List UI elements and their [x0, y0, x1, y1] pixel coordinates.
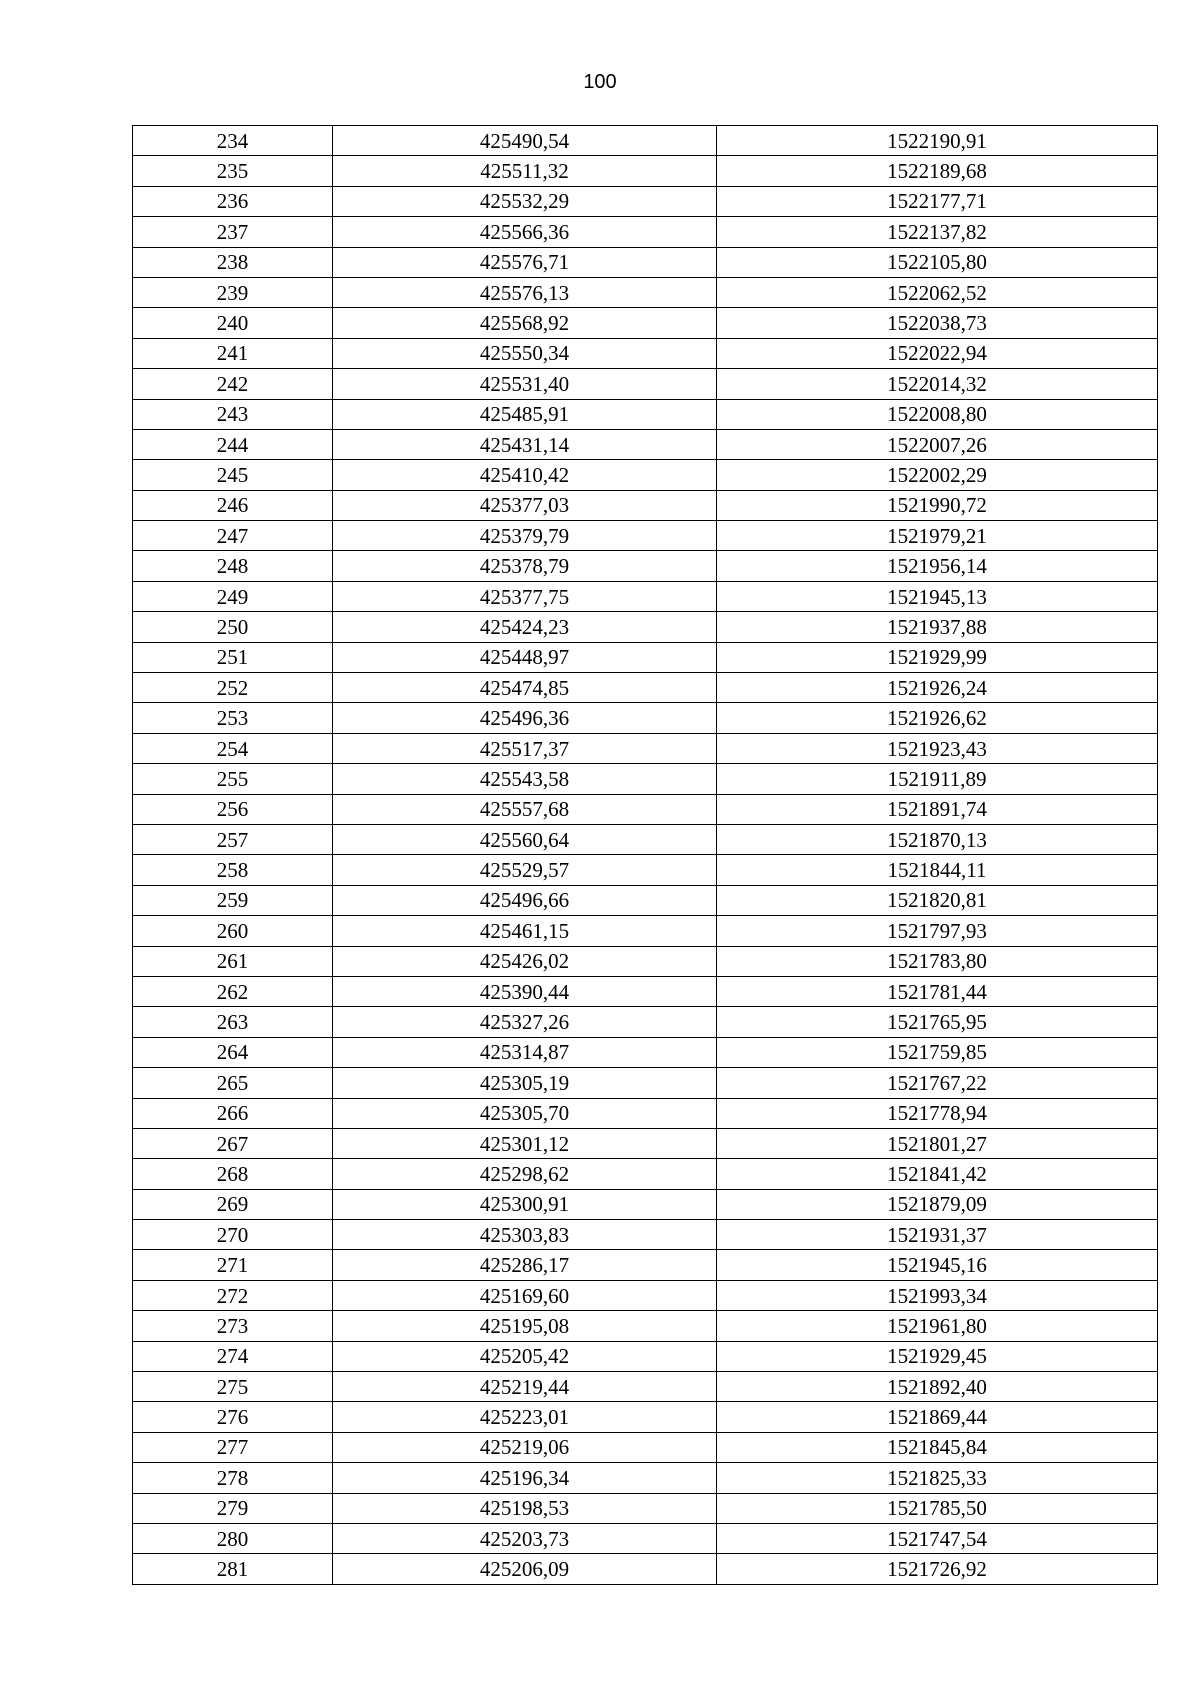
table-row — [133, 490, 1158, 520]
point-number-cell: 240 — [133, 308, 333, 338]
x-coordinate-cell: 425448,97 — [333, 642, 717, 672]
point-number-cell: 271 — [133, 1250, 333, 1280]
point-number-cell: 238 — [133, 247, 333, 277]
y-coordinate-cell: 1521879,09 — [717, 1189, 1158, 1219]
x-coordinate-cell: 425490,54 — [333, 126, 717, 156]
table-row — [133, 1068, 1158, 1098]
y-coordinate-cell: 1521929,99 — [717, 642, 1158, 672]
coordinates-table — [132, 125, 1158, 1585]
point-number-cell: 242 — [133, 369, 333, 399]
y-coordinate-cell: 1521726,92 — [717, 1554, 1158, 1584]
x-coordinate-cell: 425378,79 — [333, 551, 717, 581]
x-coordinate-cell: 425205,42 — [333, 1341, 717, 1371]
point-number-cell: 260 — [133, 916, 333, 946]
table-row — [133, 1493, 1158, 1523]
table-row — [133, 429, 1158, 459]
point-number-cell: 258 — [133, 855, 333, 885]
y-coordinate-cell: 1521892,40 — [717, 1372, 1158, 1402]
point-number-cell: 273 — [133, 1311, 333, 1341]
point-number-cell: 236 — [133, 186, 333, 216]
x-coordinate-cell: 425560,64 — [333, 824, 717, 854]
y-coordinate-cell: 1521923,43 — [717, 733, 1158, 763]
point-number-cell: 277 — [133, 1432, 333, 1462]
table-row — [133, 460, 1158, 490]
y-coordinate-cell: 1522177,71 — [717, 186, 1158, 216]
point-number-cell: 246 — [133, 490, 333, 520]
y-coordinate-cell: 1521825,33 — [717, 1463, 1158, 1493]
y-coordinate-cell: 1521926,24 — [717, 673, 1158, 703]
point-number-cell: 275 — [133, 1372, 333, 1402]
y-coordinate-cell: 1521945,13 — [717, 581, 1158, 611]
x-coordinate-cell: 425426,02 — [333, 946, 717, 976]
x-coordinate-cell: 425531,40 — [333, 369, 717, 399]
x-coordinate-cell: 425576,71 — [333, 247, 717, 277]
y-coordinate-cell: 1521979,21 — [717, 521, 1158, 551]
x-coordinate-cell: 425496,66 — [333, 885, 717, 915]
table-row — [133, 1098, 1158, 1128]
x-coordinate-cell: 425198,53 — [333, 1493, 717, 1523]
point-number-cell: 243 — [133, 399, 333, 429]
table-row — [133, 824, 1158, 854]
x-coordinate-cell: 425195,08 — [333, 1311, 717, 1341]
x-coordinate-cell: 425566,36 — [333, 217, 717, 247]
table-row — [133, 217, 1158, 247]
x-coordinate-cell: 425511,32 — [333, 156, 717, 186]
table-row — [133, 1250, 1158, 1280]
x-coordinate-cell: 425568,92 — [333, 308, 717, 338]
x-coordinate-cell: 425327,26 — [333, 1007, 717, 1037]
y-coordinate-cell: 1521845,84 — [717, 1432, 1158, 1462]
y-coordinate-cell: 1522014,32 — [717, 369, 1158, 399]
x-coordinate-cell: 425557,68 — [333, 794, 717, 824]
table-row — [133, 1037, 1158, 1067]
point-number-cell: 257 — [133, 824, 333, 854]
table-row — [133, 1432, 1158, 1462]
point-number-cell: 252 — [133, 673, 333, 703]
x-coordinate-cell: 425543,58 — [333, 764, 717, 794]
x-coordinate-cell: 425485,91 — [333, 399, 717, 429]
point-number-cell: 272 — [133, 1280, 333, 1310]
x-coordinate-cell: 425196,34 — [333, 1463, 717, 1493]
table-row — [133, 855, 1158, 885]
y-coordinate-cell: 1521841,42 — [717, 1159, 1158, 1189]
table-row — [133, 1220, 1158, 1250]
x-coordinate-cell: 425169,60 — [333, 1280, 717, 1310]
point-number-cell: 263 — [133, 1007, 333, 1037]
point-number-cell: 262 — [133, 976, 333, 1006]
point-number-cell: 245 — [133, 460, 333, 490]
y-coordinate-cell: 1522038,73 — [717, 308, 1158, 338]
x-coordinate-cell: 425550,34 — [333, 338, 717, 368]
y-coordinate-cell: 1521931,37 — [717, 1220, 1158, 1250]
x-coordinate-cell: 425379,79 — [333, 521, 717, 551]
table-row — [133, 1523, 1158, 1553]
y-coordinate-cell: 1522105,80 — [717, 247, 1158, 277]
y-coordinate-cell: 1521911,89 — [717, 764, 1158, 794]
x-coordinate-cell: 425314,87 — [333, 1037, 717, 1067]
y-coordinate-cell: 1521778,94 — [717, 1098, 1158, 1128]
page-number: 100 — [583, 71, 617, 93]
y-coordinate-cell: 1521869,44 — [717, 1402, 1158, 1432]
y-coordinate-cell: 1521956,14 — [717, 551, 1158, 581]
point-number-cell: 247 — [133, 521, 333, 551]
y-coordinate-cell: 1521870,13 — [717, 824, 1158, 854]
table-row — [133, 1311, 1158, 1341]
x-coordinate-cell: 425219,44 — [333, 1372, 717, 1402]
y-coordinate-cell: 1521929,45 — [717, 1341, 1158, 1371]
y-coordinate-cell: 1521785,50 — [717, 1493, 1158, 1523]
table-row — [133, 581, 1158, 611]
table-row — [133, 1280, 1158, 1310]
point-number-cell: 241 — [133, 338, 333, 368]
table-row — [133, 1189, 1158, 1219]
point-number-cell: 259 — [133, 885, 333, 915]
table-row — [133, 1463, 1158, 1493]
point-number-cell: 256 — [133, 794, 333, 824]
y-coordinate-cell: 1521767,22 — [717, 1068, 1158, 1098]
y-coordinate-cell: 1521747,54 — [717, 1523, 1158, 1553]
table-row — [133, 338, 1158, 368]
x-coordinate-cell: 425203,73 — [333, 1523, 717, 1553]
y-coordinate-cell: 1521797,93 — [717, 916, 1158, 946]
table-row — [133, 156, 1158, 186]
table-row — [133, 642, 1158, 672]
table-row — [133, 399, 1158, 429]
point-number-cell: 237 — [133, 217, 333, 247]
x-coordinate-cell: 425219,06 — [333, 1432, 717, 1462]
x-coordinate-cell: 425206,09 — [333, 1554, 717, 1584]
y-coordinate-cell: 1521765,95 — [717, 1007, 1158, 1037]
table-row — [133, 946, 1158, 976]
y-coordinate-cell: 1521820,81 — [717, 885, 1158, 915]
y-coordinate-cell: 1522008,80 — [717, 399, 1158, 429]
table-row — [133, 247, 1158, 277]
point-number-cell: 244 — [133, 429, 333, 459]
x-coordinate-cell: 425300,91 — [333, 1189, 717, 1219]
y-coordinate-cell: 1522062,52 — [717, 277, 1158, 307]
point-number-cell: 261 — [133, 946, 333, 976]
point-number-cell: 270 — [133, 1220, 333, 1250]
x-coordinate-cell: 425377,03 — [333, 490, 717, 520]
point-number-cell: 269 — [133, 1189, 333, 1219]
x-coordinate-cell: 425298,62 — [333, 1159, 717, 1189]
x-coordinate-cell: 425390,44 — [333, 976, 717, 1006]
y-coordinate-cell: 1521781,44 — [717, 976, 1158, 1006]
table-row — [133, 1341, 1158, 1371]
table-row — [133, 126, 1158, 156]
point-number-cell: 253 — [133, 703, 333, 733]
table-row — [133, 521, 1158, 551]
y-coordinate-cell: 1521990,72 — [717, 490, 1158, 520]
table-row — [133, 673, 1158, 703]
point-number-cell: 255 — [133, 764, 333, 794]
y-coordinate-cell: 1521783,80 — [717, 946, 1158, 976]
y-coordinate-cell: 1521759,85 — [717, 1037, 1158, 1067]
y-coordinate-cell: 1522022,94 — [717, 338, 1158, 368]
table-row — [133, 612, 1158, 642]
table-row — [133, 1402, 1158, 1432]
point-number-cell: 254 — [133, 733, 333, 763]
x-coordinate-cell: 425303,83 — [333, 1220, 717, 1250]
y-coordinate-cell: 1521891,74 — [717, 794, 1158, 824]
point-number-cell: 249 — [133, 581, 333, 611]
x-coordinate-cell: 425532,29 — [333, 186, 717, 216]
point-number-cell: 274 — [133, 1341, 333, 1371]
point-number-cell: 266 — [133, 1098, 333, 1128]
point-number-cell: 251 — [133, 642, 333, 672]
table-row — [133, 1128, 1158, 1158]
point-number-cell: 248 — [133, 551, 333, 581]
table-row — [133, 703, 1158, 733]
y-coordinate-cell: 1521993,34 — [717, 1280, 1158, 1310]
x-coordinate-cell: 425305,70 — [333, 1098, 717, 1128]
point-number-cell: 281 — [133, 1554, 333, 1584]
x-coordinate-cell: 425424,23 — [333, 612, 717, 642]
table-row — [133, 794, 1158, 824]
y-coordinate-cell: 1521961,80 — [717, 1311, 1158, 1341]
table-row — [133, 277, 1158, 307]
y-coordinate-cell: 1522190,91 — [717, 126, 1158, 156]
table-row — [133, 1159, 1158, 1189]
point-number-cell: 280 — [133, 1523, 333, 1553]
y-coordinate-cell: 1521937,88 — [717, 612, 1158, 642]
x-coordinate-cell: 425377,75 — [333, 581, 717, 611]
table-row — [133, 186, 1158, 216]
x-coordinate-cell: 425286,17 — [333, 1250, 717, 1280]
point-number-cell: 250 — [133, 612, 333, 642]
point-number-cell: 279 — [133, 1493, 333, 1523]
y-coordinate-cell: 1522137,82 — [717, 217, 1158, 247]
x-coordinate-cell: 425576,13 — [333, 277, 717, 307]
table-row — [133, 733, 1158, 763]
x-coordinate-cell: 425431,14 — [333, 429, 717, 459]
point-number-cell: 239 — [133, 277, 333, 307]
x-coordinate-cell: 425474,85 — [333, 673, 717, 703]
table-row — [133, 551, 1158, 581]
table-row — [133, 369, 1158, 399]
table-row — [133, 1007, 1158, 1037]
x-coordinate-cell: 425301,12 — [333, 1128, 717, 1158]
table-row — [133, 885, 1158, 915]
table-row — [133, 308, 1158, 338]
point-number-cell: 278 — [133, 1463, 333, 1493]
y-coordinate-cell: 1522189,68 — [717, 156, 1158, 186]
point-number-cell: 235 — [133, 156, 333, 186]
x-coordinate-cell: 425305,19 — [333, 1068, 717, 1098]
x-coordinate-cell: 425461,15 — [333, 916, 717, 946]
y-coordinate-cell: 1521926,62 — [717, 703, 1158, 733]
point-number-cell: 264 — [133, 1037, 333, 1067]
table-row — [133, 764, 1158, 794]
point-number-cell: 267 — [133, 1128, 333, 1158]
y-coordinate-cell: 1521945,16 — [717, 1250, 1158, 1280]
y-coordinate-cell: 1521844,11 — [717, 855, 1158, 885]
table-row — [133, 976, 1158, 1006]
x-coordinate-cell: 425496,36 — [333, 703, 717, 733]
table-row — [133, 1554, 1158, 1584]
point-number-cell: 265 — [133, 1068, 333, 1098]
point-number-cell: 268 — [133, 1159, 333, 1189]
table-row — [133, 916, 1158, 946]
x-coordinate-cell: 425517,37 — [333, 733, 717, 763]
table-body — [133, 126, 1158, 1585]
x-coordinate-cell: 425529,57 — [333, 855, 717, 885]
x-coordinate-cell: 425410,42 — [333, 460, 717, 490]
y-coordinate-cell: 1522002,29 — [717, 460, 1158, 490]
point-number-cell: 234 — [133, 126, 333, 156]
x-coordinate-cell: 425223,01 — [333, 1402, 717, 1432]
point-number-cell: 276 — [133, 1402, 333, 1432]
table-row — [133, 1372, 1158, 1402]
y-coordinate-cell: 1521801,27 — [717, 1128, 1158, 1158]
y-coordinate-cell: 1522007,26 — [717, 429, 1158, 459]
